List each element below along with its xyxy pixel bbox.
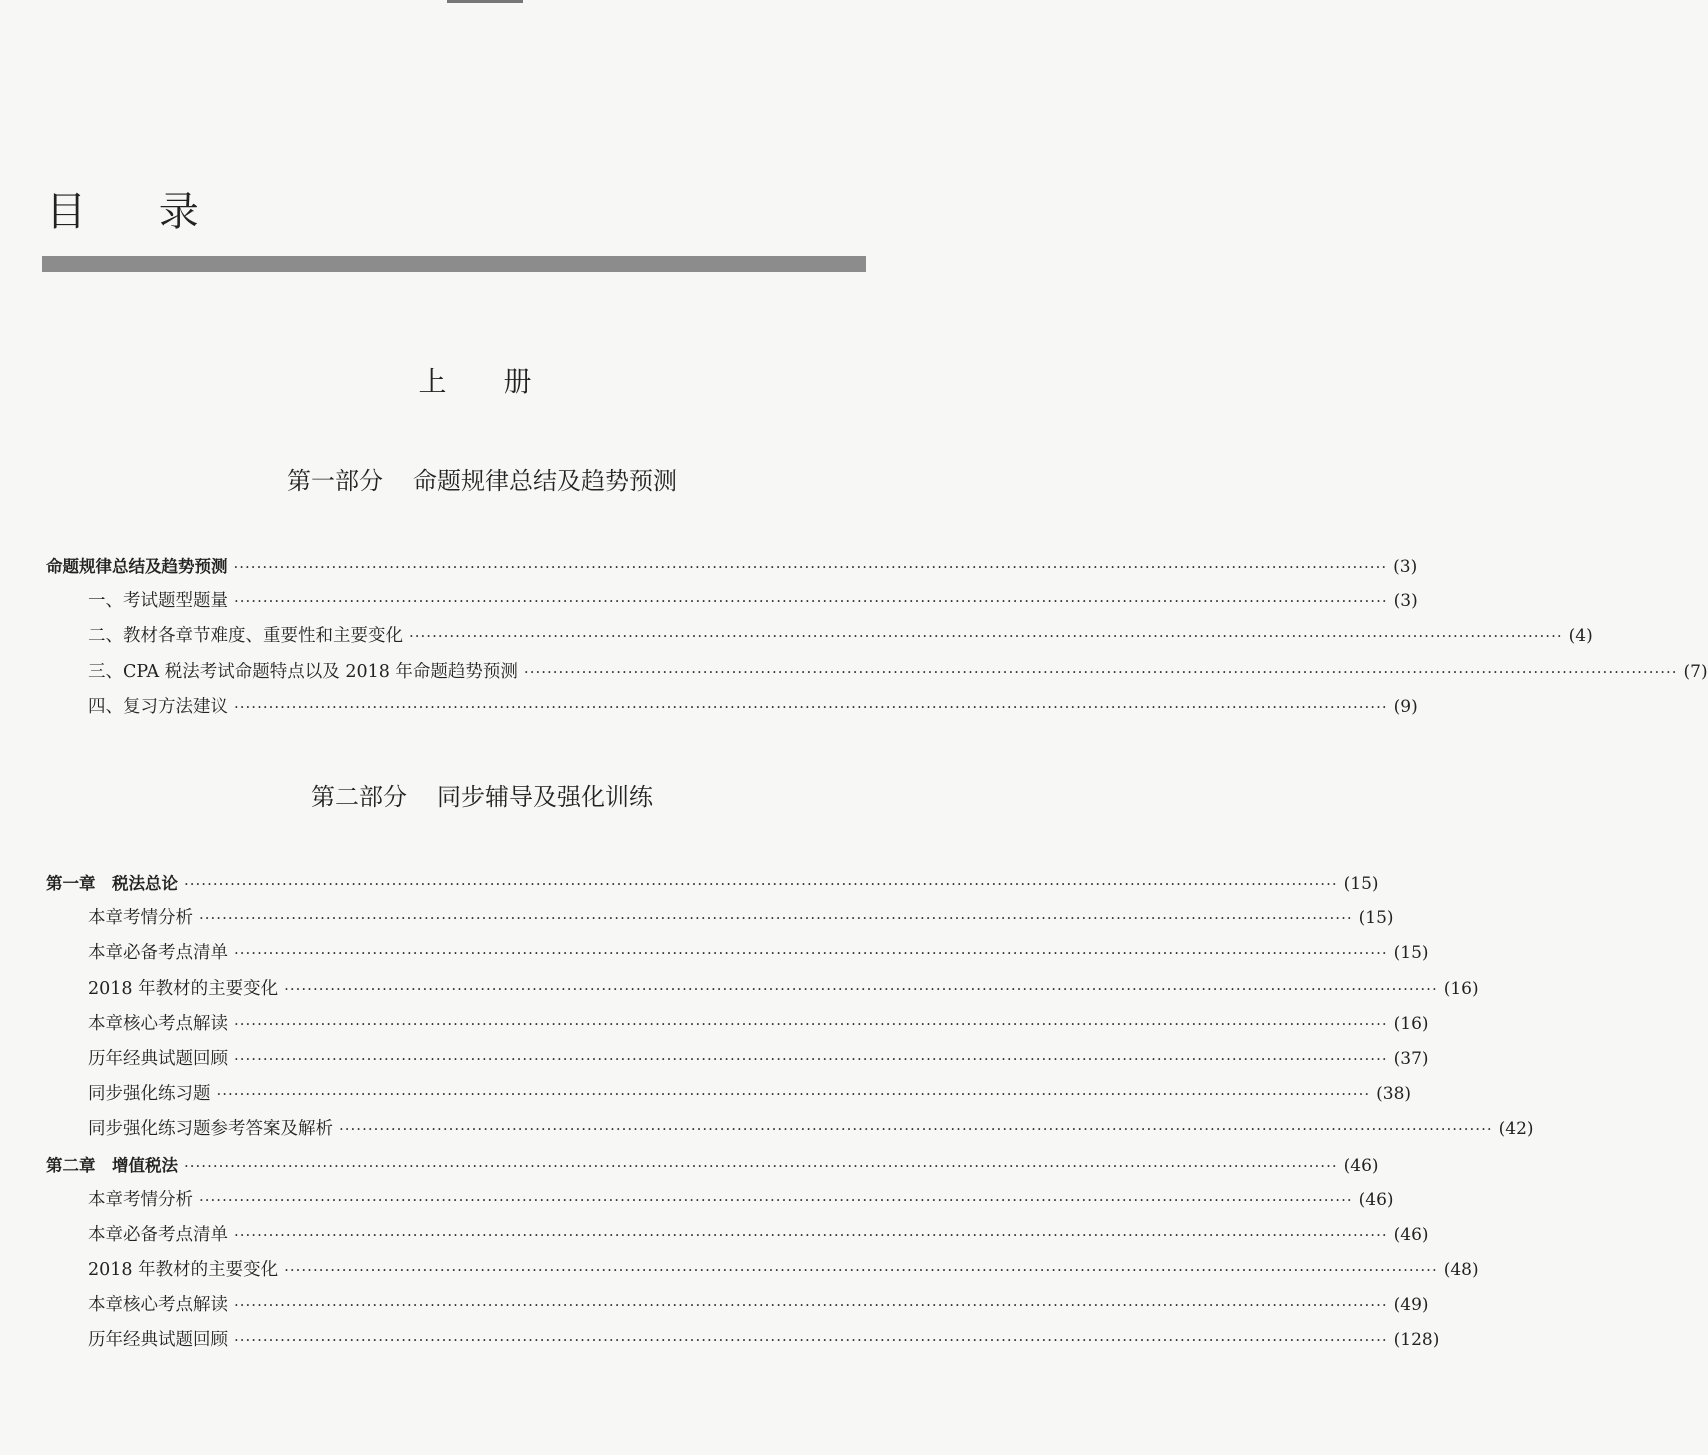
toc-page-number: (38) bbox=[1376, 1084, 1412, 1105]
toc-dot-leader: ········································································································································································································ bbox=[234, 944, 1388, 963]
part2-title bbox=[0, 780, 950, 814]
part1-title-prefix: 第一部分 bbox=[287, 467, 383, 495]
toc-dot-leader: ········································································································································································································ bbox=[409, 627, 1563, 646]
toc-dot-leader: ········································································································································································································ bbox=[234, 697, 1388, 716]
toc-page-number: (42) bbox=[1498, 1119, 1534, 1140]
toc-page-number: (15) bbox=[1343, 874, 1379, 894]
toc-section-entry[interactable] bbox=[46, 1183, 1394, 1218]
toc-page-number: (16) bbox=[1393, 1013, 1429, 1034]
toc-entry-label: 本章必备考点清单 bbox=[88, 943, 228, 964]
toc-dot-leader: ········································································································································································································ bbox=[284, 979, 1438, 998]
toc-entry-label: 第一章 税法总论 bbox=[46, 874, 178, 893]
scan-top-mark bbox=[447, 0, 523, 3]
toc-page-number: (46) bbox=[1358, 1189, 1394, 1210]
toc-entry-label: 2018 年教材的主要变化 bbox=[88, 978, 279, 999]
toc-entry-label: 三、CPA 税法考试命题特点以及 2018 年命题趋势预测 bbox=[88, 661, 518, 682]
toc-entry-label: 本章核心考点解读 bbox=[88, 1013, 228, 1034]
toc-entry-label: 历年经典试题回顾 bbox=[88, 1330, 228, 1351]
toc-entry-label: 二、教材各章节难度、重要性和主要变化 bbox=[88, 626, 403, 647]
toc-dot-leader: ········································································································································································································ bbox=[234, 1225, 1388, 1244]
toc-dot-leader: ········································································································································································································ bbox=[234, 1296, 1388, 1315]
toc-page-number: (16) bbox=[1443, 978, 1479, 999]
volume-title: 上 册 bbox=[418, 365, 556, 398]
toc-page-number: (3) bbox=[1393, 557, 1418, 577]
toc-section-entry[interactable] bbox=[46, 972, 1479, 1007]
toc-chapter-entry[interactable] bbox=[46, 549, 1418, 584]
toc-page-number: (15) bbox=[1393, 943, 1429, 964]
toc-section-entry[interactable] bbox=[46, 1218, 1429, 1253]
toc-dot-leader: ········································································································································································································ bbox=[523, 662, 1678, 681]
toc-page-number: (9) bbox=[1393, 696, 1418, 717]
toc-dot-leader: ········································································································································································································ bbox=[234, 1331, 1388, 1350]
toc-section-entry[interactable] bbox=[46, 690, 1418, 725]
toc-section-entry[interactable] bbox=[46, 655, 1708, 690]
toc-page-number: (46) bbox=[1393, 1224, 1429, 1245]
toc-entry-label: 四、复习方法建议 bbox=[88, 696, 228, 717]
heading-divider-bar bbox=[42, 256, 866, 272]
toc-section-entry[interactable] bbox=[46, 901, 1394, 936]
toc-section-entry[interactable] bbox=[46, 1077, 1412, 1112]
toc-entry-label: 历年经典试题回顾 bbox=[88, 1048, 228, 1069]
toc-entry-label: 命题规律总结及趋势预测 bbox=[46, 557, 228, 576]
toc-page-number: (128) bbox=[1393, 1330, 1440, 1351]
part2-title-text: 同步辅导及强化训练 bbox=[437, 783, 653, 811]
toc-entry-label: 第二章 增值税法 bbox=[46, 1155, 178, 1175]
toc-section-entry[interactable] bbox=[46, 619, 1593, 654]
toc-dot-leader: ········································································································································································································ bbox=[234, 592, 1388, 611]
toc-section-entry[interactable] bbox=[46, 1042, 1429, 1077]
toc-dot-leader: ········································································································································································································ bbox=[199, 1190, 1353, 1209]
toc-entry-label: 本章核心考点解读 bbox=[88, 1295, 228, 1316]
part1-title bbox=[0, 464, 950, 498]
toc-dot-leader: ········································································································································································································ bbox=[339, 1120, 1493, 1139]
toc-section-entry[interactable] bbox=[46, 1288, 1429, 1323]
toc-entry-label: 同步强化练习题参考答案及解析 bbox=[88, 1119, 333, 1140]
toc-section-entry[interactable] bbox=[46, 1253, 1479, 1288]
toc-dot-leader: ········································································································································································································ bbox=[184, 875, 1338, 893]
toc-dot-leader: ········································································································································································································ bbox=[184, 1156, 1338, 1175]
toc-entry-label: 本章考情分析 bbox=[88, 908, 193, 929]
toc-entry-label: 同步强化练习题 bbox=[88, 1084, 211, 1105]
toc-section-entry[interactable] bbox=[46, 936, 1429, 971]
toc-dot-leader: ········································································································································································································ bbox=[284, 1261, 1438, 1280]
part2-title-prefix: 第二部分 bbox=[311, 783, 407, 811]
toc-page-number: (49) bbox=[1393, 1295, 1429, 1316]
toc-chapter-entry[interactable] bbox=[46, 1148, 1379, 1183]
toc-dot-leader: ········································································································································································································ bbox=[216, 1085, 1371, 1104]
toc-page-number: (37) bbox=[1393, 1048, 1429, 1069]
toc-entry-label: 2018 年教材的主要变化 bbox=[88, 1260, 279, 1281]
toc-dot-leader: ········································································································································································································ bbox=[233, 558, 1388, 576]
toc-dot-leader: ········································································································································································································ bbox=[234, 1014, 1388, 1033]
toc-section-entry[interactable] bbox=[46, 584, 1418, 619]
toc-entry-label: 一、考试题型题量 bbox=[88, 591, 228, 612]
toc-page-number: (48) bbox=[1443, 1260, 1479, 1281]
toc-chapter-entry[interactable] bbox=[46, 866, 1379, 901]
toc-section-entry[interactable] bbox=[46, 1007, 1429, 1042]
part1-title-text: 命题规律总结及趋势预测 bbox=[413, 467, 677, 495]
toc-page-number: (15) bbox=[1358, 908, 1394, 929]
page-title: 目 录 bbox=[46, 189, 229, 235]
toc-entry-label: 本章必备考点清单 bbox=[88, 1224, 228, 1245]
toc-section-entry[interactable] bbox=[46, 1323, 1440, 1358]
toc-dot-leader: ········································································································································································································ bbox=[199, 909, 1353, 928]
toc-page-number: (3) bbox=[1393, 591, 1418, 612]
toc-section-entry[interactable] bbox=[46, 1112, 1534, 1147]
toc-page-number: (4) bbox=[1568, 626, 1593, 647]
toc-part1 bbox=[46, 549, 1708, 725]
toc-part2 bbox=[46, 866, 1534, 1359]
toc-entry-label: 本章考情分析 bbox=[88, 1189, 193, 1210]
toc-page-number: (46) bbox=[1343, 1155, 1379, 1176]
toc-dot-leader: ········································································································································································································ bbox=[234, 1049, 1388, 1068]
toc-page-number: (7) bbox=[1683, 661, 1708, 682]
